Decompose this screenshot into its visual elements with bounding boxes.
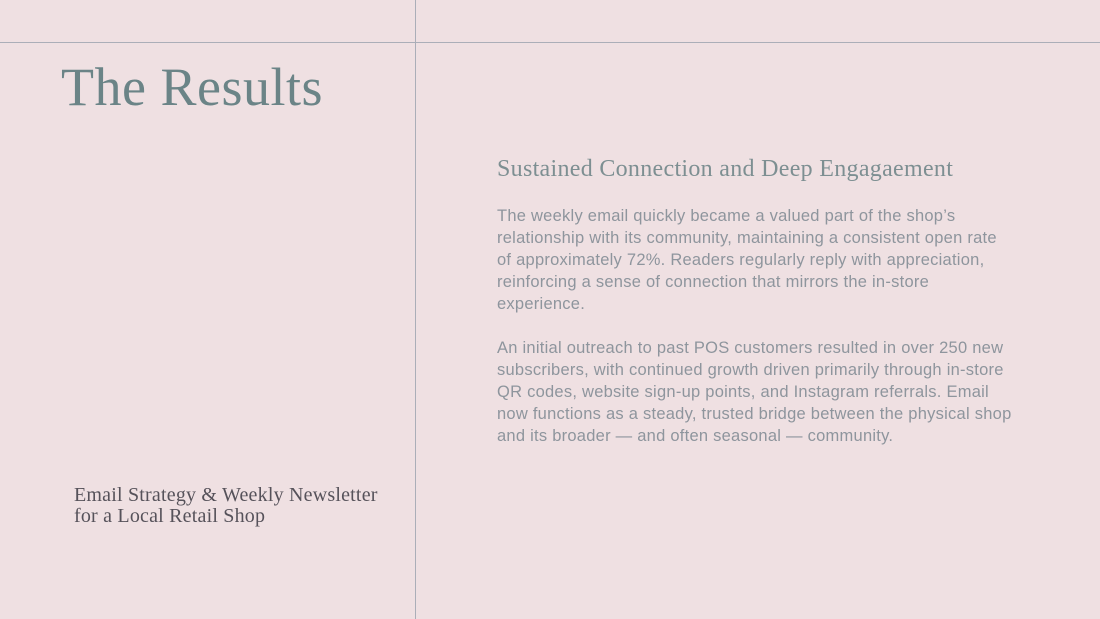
top-horizontal-divider [0, 42, 1100, 43]
project-label-line2: for a Local Retail Shop [74, 505, 266, 527]
results-paragraph-subscribers: An initial outreach to past POS customers resulted in over 250 new subscribers, with continued growth driven primarily through in-store QR codes, website sign-up points, and Instagram referrals. Email now functions as a steady, trusted bridge between the physical shop and its broader — and often seasonal — community. [497, 339, 1012, 445]
project-label [74, 485, 378, 527]
slide-title: The Results [61, 57, 323, 117]
results-content [497, 156, 1013, 447]
results-paragraph-open-rate: The weekly email quickly became a valued part of the shop’s relationship with its community, maintaining a consistent open rate of approximately 72%. Readers regularly reply with appreciation, reinforcing a sense of connection that mirrors the in-store experience. [497, 207, 997, 313]
project-label-line1: Email Strategy & Weekly Newsletter [74, 484, 378, 506]
vertical-divider [415, 0, 416, 619]
content-heading: Sustained Connection and Deep Engagaement [497, 156, 954, 182]
